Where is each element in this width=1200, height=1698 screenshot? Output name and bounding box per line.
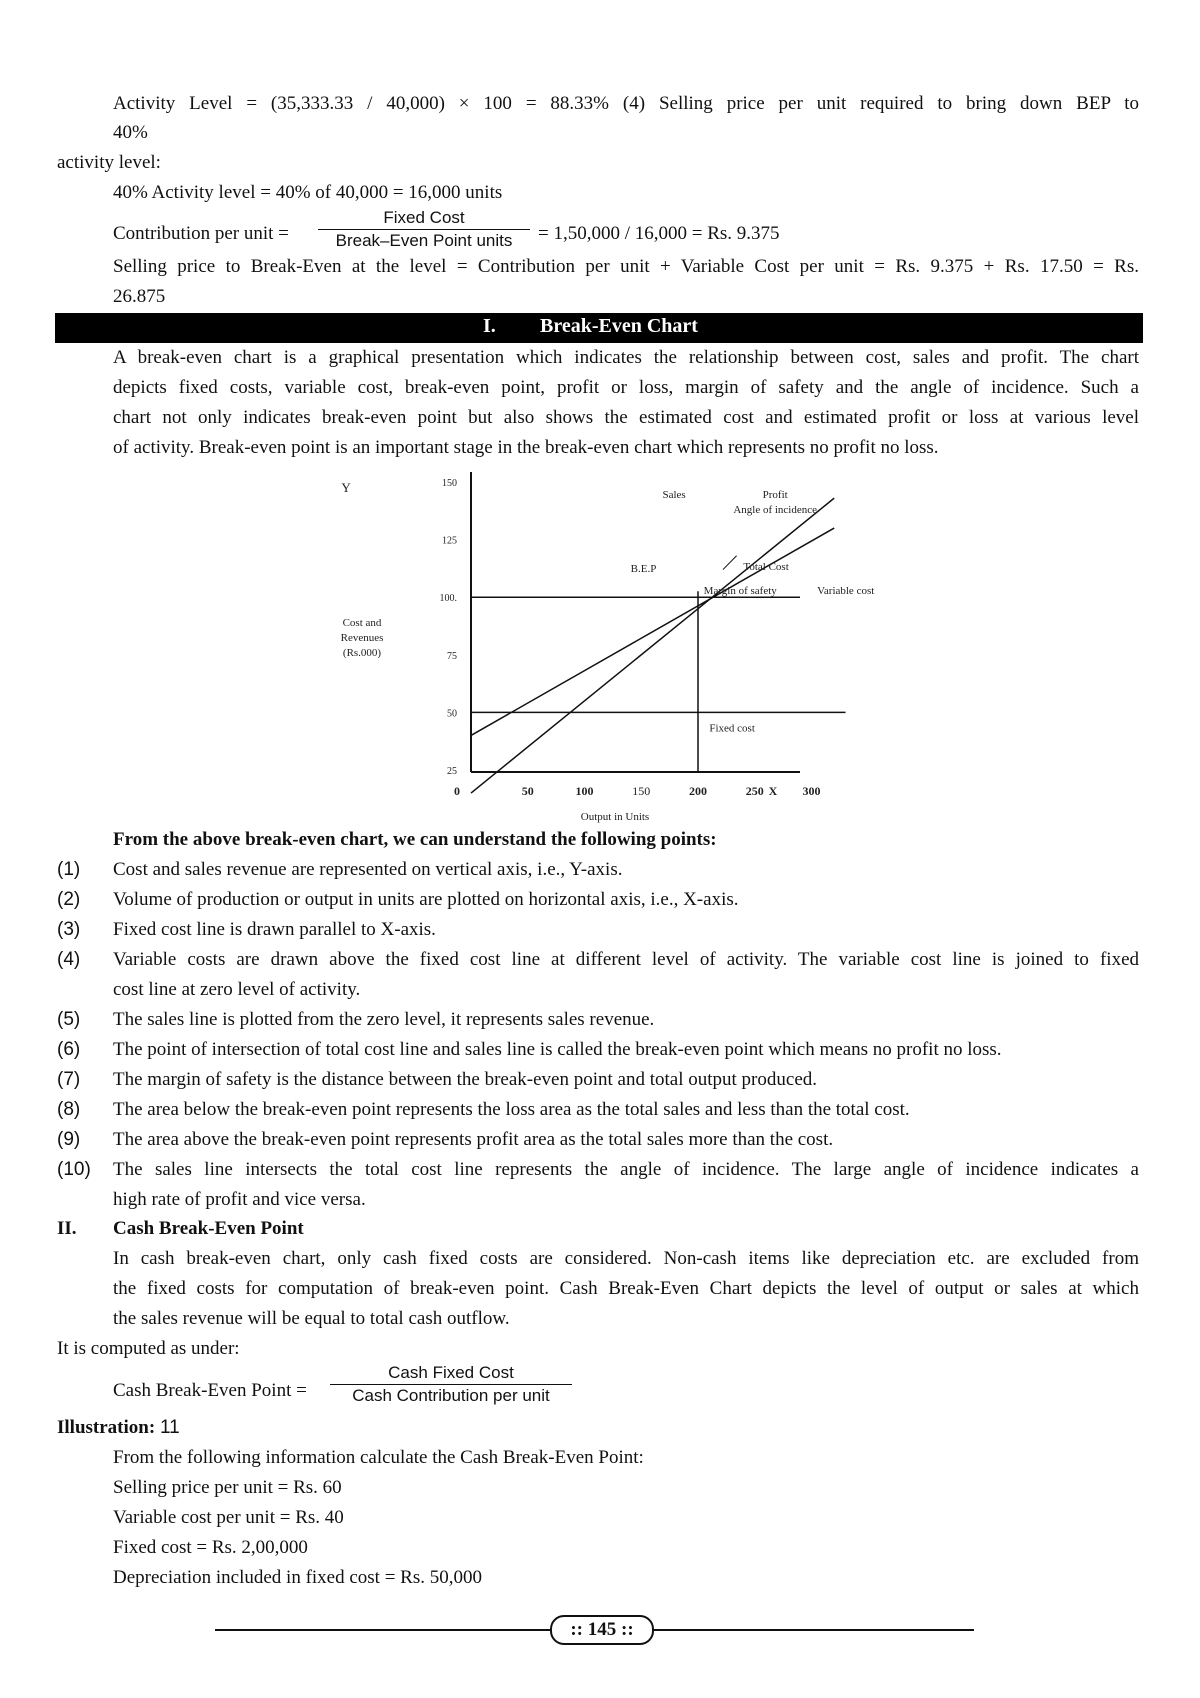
illustration-label-text: Illustration: (57, 1417, 156, 1438)
illustration-line: Selling price per unit = Rs. 60 (113, 1477, 342, 1498)
activity-level-cont: 40% (113, 122, 148, 143)
point-text: Variable costs are drawn above the fixed cost line at different level of activity. The variable cost line is joined to fixed (113, 949, 1139, 970)
point-text: The sales line intersects the total cost line represents the angle of incidence. The large angle of incidence indicates a (113, 1159, 1139, 1180)
point-number: (9) (57, 1129, 81, 1150)
y-tick-label: 50 (447, 708, 457, 720)
cash-bep-prefix: Cash Break-Even Point = (113, 1380, 307, 1401)
point-number: (3) (57, 919, 81, 940)
y-tick-label: 150 (442, 478, 457, 489)
point-text: high rate of profit and vice versa. (113, 1189, 366, 1210)
annotation-variable-cost: Variable cost (817, 585, 875, 597)
cash-bep-fraction (330, 1362, 572, 1407)
point-number: (2) (57, 889, 81, 910)
illustration-line: Depreciation included in fixed cost = Rs. 50,000 (113, 1567, 482, 1588)
point-text: Cost and sales revenue are represented on vertical axis, i.e., Y-axis. (113, 859, 623, 880)
footer-rule-left (215, 1629, 550, 1631)
contribution-fraction (318, 207, 530, 252)
fraction-denominator: Cash Contribution per unit (352, 1386, 550, 1405)
contribution-result: = 1,50,000 / 16,000 = Rs. 9.375 (538, 223, 780, 244)
point-text: The margin of safety is the distance between the break-even point and total output produced. (113, 1069, 818, 1090)
point-number: (8) (57, 1099, 81, 1120)
point-text: The sales line is plotted from the zero level, it represents sales revenue. (113, 1009, 655, 1030)
point-number: (1) (57, 859, 81, 880)
x-tick-label: 300 (802, 784, 821, 798)
selling-price-cont: 26.875 (113, 286, 166, 307)
angle-marker (723, 556, 737, 570)
illustration-line: From the following information calculate the Cash Break-Even Point: (113, 1447, 644, 1468)
sales-line (471, 498, 834, 793)
points-intro: From the above break-even chart, we can understand the following points: (113, 829, 717, 850)
x-tick-label: 0 (454, 784, 460, 798)
x-tick-label: 150 (632, 784, 651, 798)
y-tick-label: 100. (439, 593, 457, 605)
paragraph-line: the fixed costs for computation of break-even point. Cash Break-Even Chart depicts the level of output or sales at which (113, 1278, 1139, 1299)
footer-rule-right (652, 1629, 974, 1631)
section-title: Break-Even Chart (540, 315, 698, 337)
point-text: The area below the break-even point represents the loss area as the total sales and less than the total cost. (113, 1099, 910, 1120)
x-tick-label: 100 (575, 784, 594, 798)
page-number: :: 145 :: (550, 1615, 654, 1645)
y-axis-letter: Y (341, 480, 351, 495)
section-number-ii: II. (57, 1218, 77, 1239)
paragraph-line: A break-even chart is a graphical presentation which indicates the relationship between cost, sales and profit. The chart (113, 347, 1139, 368)
section-title-cash-bep: Cash Break-Even Point (113, 1218, 304, 1239)
point-number: (6) (57, 1039, 81, 1060)
selling-price-line: Selling price to Break-Even at the level = Contribution per unit + Variable Cost per unit = Rs. 9.375 + Rs. 17.50 = Rs. (113, 256, 1139, 277)
paragraph-line: the sales revenue will be equal to total cash outflow. (113, 1308, 510, 1329)
x-tick-label: 200 (689, 784, 707, 798)
illustration-line: Variable cost per unit = Rs. 40 (113, 1507, 344, 1528)
point-number: (4) (57, 949, 81, 970)
annotation-margin-of-safety: Margin of safety (703, 585, 777, 597)
fraction-denominator: Break–Even Point units (335, 231, 513, 250)
y-axis-label: Cost and (342, 617, 382, 629)
annotation-sales: Sales (662, 489, 686, 501)
point-text: The area above the break-even point represents profit area as the total sales more than the cost. (113, 1129, 834, 1150)
forty-percent-line: 40% Activity level = 40% of 40,000 = 16,000 units (113, 182, 503, 203)
illustration-number: 11 (159, 1417, 180, 1438)
y-axis-label: Revenues (340, 632, 384, 644)
paragraph-line: chart not only indicates break-even point but also shows the estimated cost and estimated profit or loss at various level (113, 407, 1139, 428)
y-tick-label: 75 (447, 650, 457, 662)
annotation-fixed-cost: Fixed cost (709, 722, 755, 735)
paragraph-line: depicts fixed costs, variable cost, break-even point, profit or loss, margin of safety and the angle of incidence. Such a (113, 377, 1139, 398)
point-text: The point of intersection of total cost line and sales line is called the break-even point which means no profit no loss. (113, 1039, 1002, 1060)
computed-label: It is computed as under: (57, 1338, 240, 1359)
illustration-line: Fixed cost = Rs. 2,00,000 (113, 1537, 308, 1558)
activity-level-line: Activity Level = (35,333.33 / 40,000) × 100 = 88.33% (4) Selling price per unit required to bring down BEP to (113, 93, 1139, 114)
fraction-numerator: Cash Fixed Cost (388, 1363, 514, 1382)
break-even-chart (340, 470, 875, 825)
y-tick-label: 125 (442, 535, 457, 547)
y-tick-label: 25 (447, 766, 457, 777)
section-number: I. (483, 315, 496, 337)
total-cost-line (471, 528, 834, 735)
x-axis-letter: X (768, 784, 778, 798)
point-text: cost line at zero level of activity. (113, 979, 361, 1000)
point-number: (10) (57, 1159, 91, 1180)
illustration-label (57, 1413, 180, 1443)
x-tick-label: 250 (745, 784, 764, 798)
annotation-bep: B.E.P (630, 563, 657, 575)
y-axis-label: (Rs.000) (342, 647, 382, 659)
point-number: (7) (57, 1069, 81, 1090)
contribution-prefix: Contribution per unit = (113, 223, 289, 244)
activity-level-label: activity level: (57, 152, 161, 173)
paragraph-line: of activity. Break-even point is an important stage in the break-even chart which represents no profit no loss. (113, 437, 939, 458)
annotation-total-cost: Total Cost (743, 561, 789, 573)
x-axis-label: Output in Units (580, 811, 650, 823)
paragraph-line: In cash break-even chart, only cash fixed costs are considered. Non-cash items like depreciation etc. are excluded from (113, 1248, 1139, 1269)
annotation-angle-of-incidence: Angle of incidence (733, 504, 818, 516)
x-tick-label: 50 (521, 784, 534, 798)
point-text: Fixed cost line is drawn parallel to X-axis. (113, 919, 436, 940)
fraction-numerator: Fixed Cost (383, 208, 465, 227)
annotation-profit: Profit (762, 489, 788, 501)
section-heading-break-even-chart (55, 313, 1143, 343)
point-text: Volume of production or output in units are plotted on horizontal axis, i.e., X-axis. (113, 889, 739, 910)
point-number: (5) (57, 1009, 81, 1030)
